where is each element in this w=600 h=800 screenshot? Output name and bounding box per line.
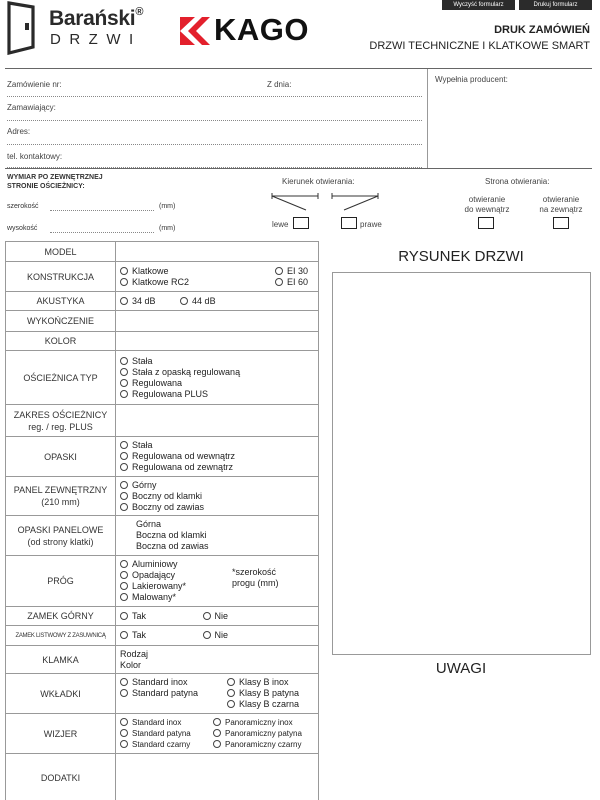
kolor-header: KOLOR <box>6 332 116 351</box>
zakres-header: ZAKRES OŚCIEŻNICY reg. / reg. PLUS <box>6 405 116 437</box>
table-row <box>6 754 319 800</box>
side-outside-label: otwieranie na zewnątrz <box>539 195 583 214</box>
direction-right-checkbox[interactable] <box>341 217 357 229</box>
opaski-header: OPASKI <box>6 437 116 477</box>
wizjer-options <box>116 714 319 754</box>
order-section-divider <box>5 168 592 169</box>
opaski-options <box>116 437 319 477</box>
option-wizjer-std-inox[interactable]: Standard inox <box>120 717 213 728</box>
width-unit: (mm) <box>159 203 176 210</box>
table-row <box>6 351 319 405</box>
width-label: szerokość <box>7 203 39 210</box>
option-wizjer-pan-czarny[interactable]: Panoramiczny czarny <box>213 739 302 750</box>
radio-icon <box>120 503 128 511</box>
kago-logo-icon <box>180 17 210 45</box>
option-b-patyna[interactable]: Klasy B patyna <box>227 688 299 699</box>
radio-icon <box>203 612 211 620</box>
table-row <box>6 332 319 351</box>
table-row <box>6 674 319 714</box>
dodatki-field[interactable] <box>116 754 319 800</box>
klamka-rodzaj[interactable]: Rodzaj <box>120 648 149 659</box>
konstrukcja-header: KONSTRUKCJA <box>6 262 116 292</box>
opaski-panelowe-header: OPASKI PANELOWE (od strony klatki) <box>6 516 116 556</box>
oscieznica-options <box>116 351 319 405</box>
door-drawing-area[interactable] <box>332 272 591 655</box>
option-b-inox[interactable]: Klasy B inox <box>227 677 299 688</box>
option-zamek-tak[interactable]: Tak <box>120 611 146 621</box>
option-klatkowe-rc2[interactable]: Klatkowe RC2 <box>120 277 189 288</box>
radio-icon <box>120 452 128 460</box>
option-std-patyna[interactable]: Standard patyna <box>120 688 227 699</box>
table-row <box>6 646 319 674</box>
model-header: MODEL <box>6 242 116 262</box>
option-std-inox[interactable]: Standard inox <box>120 677 227 688</box>
radio-icon <box>227 678 235 686</box>
klamka-header: KLAMKA <box>6 646 116 674</box>
option-aluminiowy[interactable]: Aluminiowy <box>120 559 232 570</box>
option-listwowy-tak[interactable]: Tak <box>120 630 146 640</box>
option-opadajacy[interactable]: Opadający <box>120 570 232 581</box>
side-outside-checkbox[interactable] <box>553 217 569 229</box>
wykonczenie-header: WYKOŃCZENIE <box>6 311 116 332</box>
document-title: DRUK ZAMÓWIEŃ <box>494 24 590 36</box>
radio-icon <box>120 481 128 489</box>
table-row <box>6 556 319 607</box>
order-date-label: Z dnia: <box>267 80 292 89</box>
klamka-options <box>116 646 319 674</box>
table-row <box>6 311 319 332</box>
header-divider <box>5 68 592 69</box>
height-unit: (mm) <box>159 225 176 232</box>
prog-options <box>116 556 319 607</box>
radio-icon <box>120 582 128 590</box>
radio-icon <box>120 729 128 737</box>
option-ei30[interactable]: EI 30 <box>275 266 308 277</box>
radio-icon <box>213 740 221 748</box>
radio-icon <box>120 297 128 305</box>
konstrukcja-options <box>116 262 319 292</box>
radio-icon <box>213 718 221 726</box>
table-row <box>6 437 319 477</box>
radio-icon <box>120 441 128 449</box>
direction-left-label: lewe <box>272 220 289 229</box>
radio-icon <box>120 278 128 286</box>
option-wizjer-pan-inox[interactable]: Panoramiczny inox <box>213 717 302 728</box>
radio-icon <box>120 463 128 471</box>
zamek-gorny-header: ZAMEK GÓRNY <box>6 607 116 626</box>
akustyka-options <box>116 292 319 311</box>
table-row <box>6 607 319 626</box>
wkladki-header: WKŁADKI <box>6 674 116 714</box>
table-row <box>6 626 319 646</box>
radio-icon <box>227 700 235 708</box>
address-field[interactable] <box>7 144 422 145</box>
option-gorna[interactable]: Górna <box>136 519 162 529</box>
wykonczenie-field[interactable] <box>116 311 319 332</box>
option-listwowy-nie[interactable]: Nie <box>203 630 229 640</box>
order-number-field[interactable] <box>7 96 422 97</box>
akustyka-header: AKUSTYKA <box>6 292 116 311</box>
radio-icon <box>120 631 128 639</box>
option-opaska-stala[interactable]: Stała <box>120 440 314 451</box>
panel-options <box>116 477 319 516</box>
radio-icon <box>120 612 128 620</box>
radio-icon <box>120 560 128 568</box>
option-stala[interactable]: Stała <box>120 356 314 367</box>
option-boczna-klamka[interactable]: Boczna od klamki <box>136 530 207 540</box>
height-label: wysokość <box>7 225 38 232</box>
option-wizjer-std-czarny[interactable]: Standard czarny <box>120 739 213 750</box>
document-subtitle: DRZWI TECHNICZNE I KLATKOWE SMART <box>369 40 590 52</box>
baranski-logo-text: Barański® <box>49 6 144 30</box>
radio-icon <box>275 267 283 275</box>
producer-divider <box>427 69 428 169</box>
zamek-listwowy-options <box>116 626 319 646</box>
radio-icon <box>180 297 188 305</box>
phone-label: tel. kontaktowy: <box>7 152 63 161</box>
radio-icon <box>120 379 128 387</box>
door-drawing-title: RYSUNEK DRZWI <box>398 248 524 265</box>
radio-icon <box>120 357 128 365</box>
client-field[interactable] <box>7 120 422 121</box>
opening-direction-label: Kierunek otwierania: <box>282 177 355 186</box>
baranski-logo-subtext: DRZWI <box>50 31 142 48</box>
zamek-listwowy-header: ZAMEK LISTWOWY Z ZASUWNICĄ <box>6 626 116 646</box>
radio-icon <box>120 689 128 697</box>
prog-width-note: *szerokość <box>232 567 277 577</box>
zakres-field[interactable] <box>116 405 319 437</box>
radio-icon <box>120 718 128 726</box>
option-regulowana-plus[interactable]: Regulowana PLUS <box>120 389 314 400</box>
opening-side-label: Strona otwierania: <box>485 177 550 186</box>
option-lakierowany[interactable]: Lakierowany* <box>120 581 232 592</box>
opaski-panelowe-options <box>116 516 319 556</box>
option-stala-opaska[interactable]: Stała z opaską regulowaną <box>120 367 314 378</box>
address-label: Adres: <box>7 127 31 136</box>
kago-logo-text: KAGO <box>214 12 309 47</box>
option-panel-gorny[interactable]: Górny <box>120 480 314 491</box>
option-wizjer-pan-patyna[interactable]: Panoramiczny patyna <box>213 728 302 739</box>
radio-icon <box>120 678 128 686</box>
option-b-czarna[interactable]: Klasy B czarna <box>227 699 299 710</box>
radio-icon <box>120 368 128 376</box>
specification-table <box>5 241 319 800</box>
dimensions-heading-line2: STRONIE OŚCIEŻNICY: <box>7 183 85 190</box>
klamka-kolor[interactable]: Kolor <box>120 659 142 670</box>
table-row <box>6 714 319 754</box>
option-klatkowe[interactable]: Klatkowe <box>120 266 189 277</box>
option-opaska-zew[interactable]: Regulowana od zewnątrz <box>120 462 314 473</box>
radio-icon <box>120 267 128 275</box>
wizjer-header: WIZJER <box>6 714 116 754</box>
client-label: Zamawiający: <box>7 103 56 112</box>
table-row <box>6 262 319 292</box>
radio-icon <box>213 729 221 737</box>
option-boczna-zawias[interactable]: Boczna od zawias <box>136 541 209 551</box>
wkladki-options <box>116 674 319 714</box>
table-row <box>6 516 319 556</box>
option-malowany[interactable]: Malowany* <box>120 592 232 603</box>
prog-header: PRÓG <box>6 556 116 607</box>
table-row <box>6 242 319 262</box>
option-panel-zawias[interactable]: Boczny od zawias <box>120 502 314 513</box>
dodatki-header: DODATKI <box>6 754 116 800</box>
producer-label: Wypełnia producent: <box>435 75 508 84</box>
zamek-gorny-options <box>116 607 319 626</box>
notes-title: UWAGI <box>435 660 487 677</box>
table-row <box>6 405 319 437</box>
option-zamek-nie[interactable]: Nie <box>203 611 229 621</box>
option-34db[interactable]: 34 dB <box>120 296 156 306</box>
radio-icon <box>227 689 235 697</box>
dimensions-heading-line1: WYMIAR PO ZEWNĘTRZNEJ <box>7 174 103 181</box>
model-field[interactable] <box>116 242 319 262</box>
radio-icon <box>120 571 128 579</box>
kolor-field[interactable] <box>116 332 319 351</box>
option-opaska-wew[interactable]: Regulowana od wewnątrz <box>120 451 314 462</box>
prog-width-note-unit: progu (mm) <box>232 578 279 588</box>
radio-icon <box>120 740 128 748</box>
radio-icon <box>203 631 211 639</box>
order-number-label: Zamówienie nr: <box>7 80 62 89</box>
radio-icon <box>120 492 128 500</box>
radio-icon <box>275 278 283 286</box>
width-field[interactable] <box>50 210 154 211</box>
side-inside-label: otwieranie do wewnątrz <box>464 195 510 214</box>
side-inside-checkbox[interactable] <box>478 217 494 229</box>
option-wizjer-std-patyna[interactable]: Standard patyna <box>120 728 213 739</box>
height-field[interactable] <box>50 232 154 233</box>
option-panel-klamka[interactable]: Boczny od klamki <box>120 491 314 502</box>
direction-left-checkbox[interactable] <box>293 217 309 229</box>
table-row <box>6 477 319 516</box>
radio-icon <box>120 593 128 601</box>
door-swing-diagram-icon <box>270 186 380 214</box>
direction-right-label: prawe <box>360 220 382 229</box>
option-regulowana[interactable]: Regulowana <box>120 378 314 389</box>
panel-header: PANEL ZEWNĘTRZNY (210 mm) <box>6 477 116 516</box>
option-ei60[interactable]: EI 60 <box>275 277 308 288</box>
table-row <box>6 292 319 311</box>
oscieznica-header: OŚCIEŻNICA TYP <box>6 351 116 405</box>
option-44db[interactable]: 44 dB <box>180 296 216 306</box>
print-form-button[interactable]: Drukuj formularz <box>519 0 592 10</box>
radio-icon <box>120 390 128 398</box>
baranski-door-logo-icon <box>6 1 36 55</box>
clear-form-button[interactable]: Wyczyść formularz <box>442 0 515 10</box>
